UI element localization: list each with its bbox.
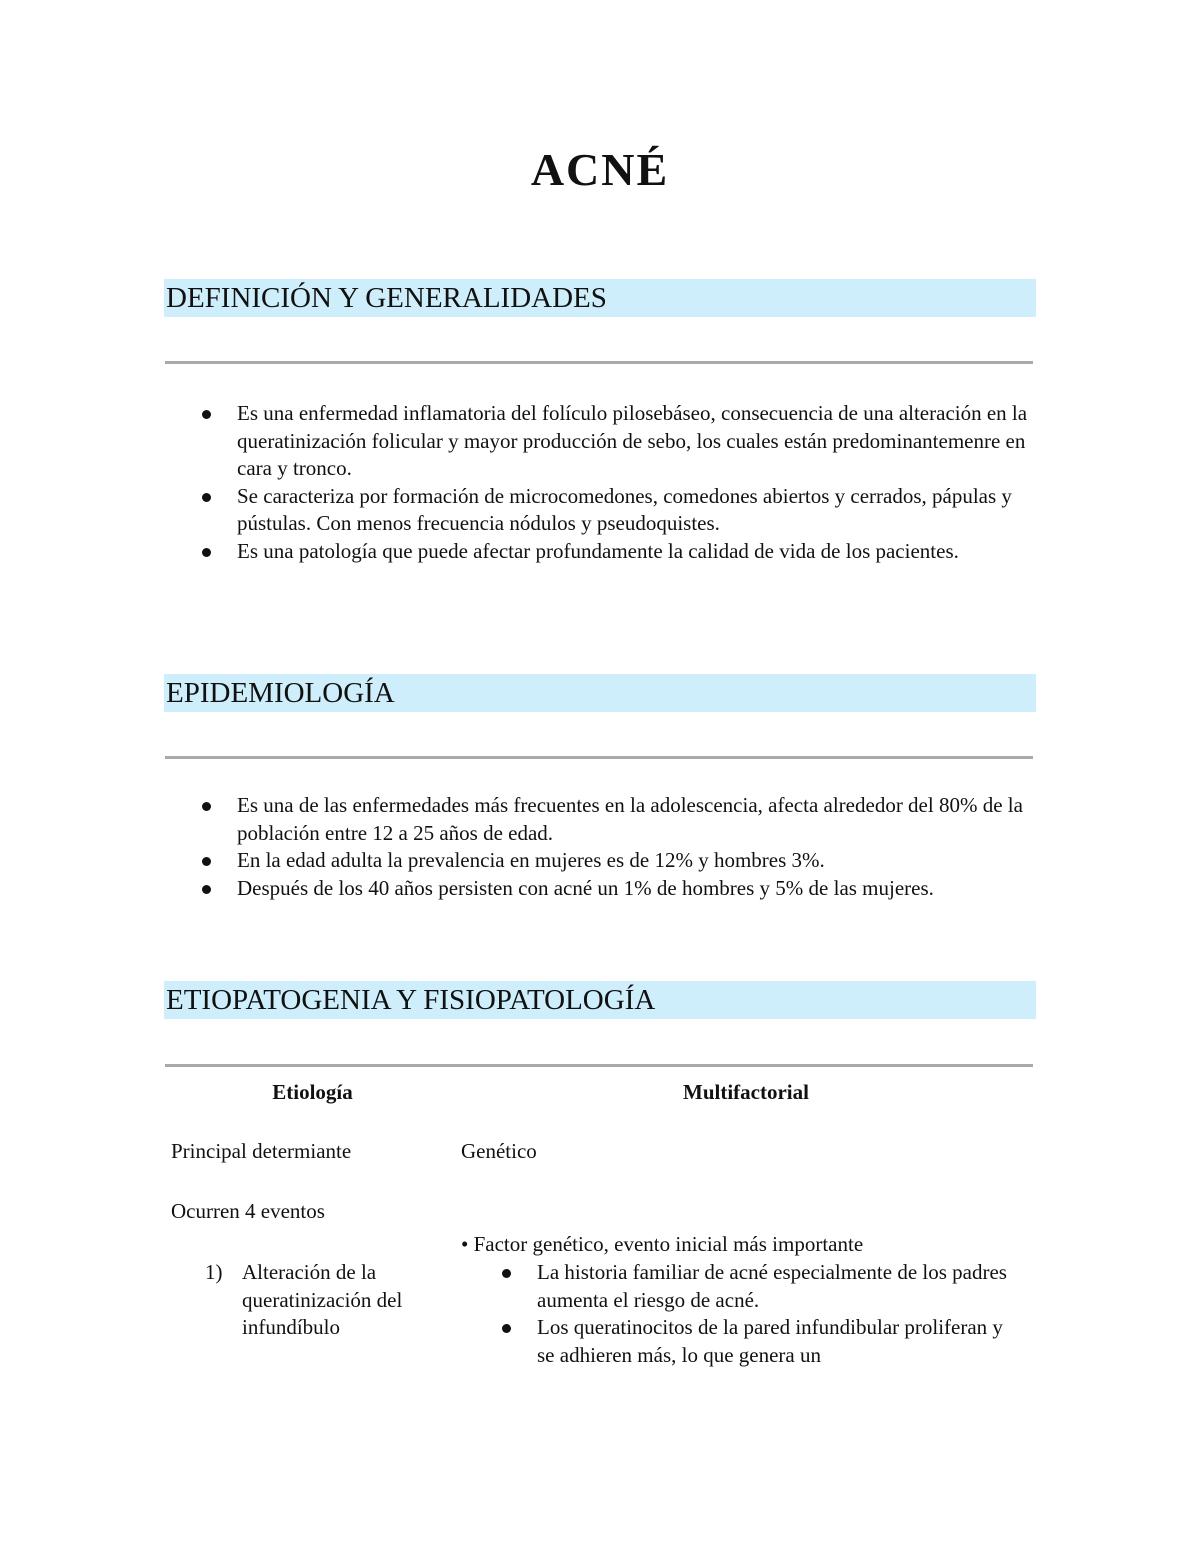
table-cell-genetico: Genético xyxy=(461,1139,537,1163)
section-divider xyxy=(165,756,1033,759)
factor-genetico-line: • Factor genético, evento inicial más importante xyxy=(461,1232,864,1256)
section-heading-epidemiologia: EPIDEMIOLOGÍA xyxy=(164,674,1036,712)
list-item: La historia familiar de acné especialmente de los padres aumenta el riesgo de acné. xyxy=(537,1259,1007,1314)
table-header-multifactorial: Multifactorial xyxy=(683,1080,809,1104)
bullet-dot-icon xyxy=(202,802,211,811)
table-header-etiologia: Etiología xyxy=(272,1080,353,1104)
list-number: 1) xyxy=(205,1260,223,1284)
section-divider xyxy=(165,1064,1033,1067)
definicion-bullet-list xyxy=(237,400,1037,565)
list-item: Los queratinocitos de la pared infundibular proliferan y se adhieren más, lo que genera un xyxy=(537,1314,1007,1369)
table-cell-principal-determinante: Principal determiante xyxy=(171,1139,352,1163)
table-cell-ocurren-eventos: Ocurren 4 eventos xyxy=(171,1199,325,1223)
factor-genetico-bullet-list xyxy=(537,1259,1007,1369)
bullet-dot-icon xyxy=(502,1269,511,1278)
bullet-dot-icon xyxy=(202,493,211,502)
document-title: ACNÉ xyxy=(530,144,670,195)
list-item: Es una enfermedad inflamatoria del folículo pilosebáseo, consecuencia de una alteración en la queratinización folicular y mayor producción de sebo, los cuales están predominantemenre en cara y tronco. xyxy=(237,400,1037,483)
bullet-dot-icon xyxy=(202,548,211,557)
bullet-dot-icon xyxy=(202,885,211,894)
section-heading-definicion: DEFINICIÓN Y GENERALIDADES xyxy=(164,279,1036,317)
event-text: Alteración de la queratinización del infundíbulo xyxy=(242,1260,403,1339)
bullet-dot-icon xyxy=(502,1324,511,1333)
section-divider xyxy=(165,361,1033,364)
list-item: Después de los 40 años persisten con acné un 1% de hombres y 5% de las mujeres. xyxy=(237,875,1037,903)
bullet-dot-icon xyxy=(202,410,211,419)
list-item: Es una patología que puede afectar profundamente la calidad de vida de los pacientes. xyxy=(237,538,1037,566)
list-item: En la edad adulta la prevalencia en mujeres es de 12% y hombres 3%. xyxy=(237,847,1037,875)
section-heading-etiopatogenia: ETIOPATOGENIA Y FISIOPATOLOGÍA xyxy=(164,981,1036,1019)
epidemiologia-bullet-list xyxy=(237,792,1037,902)
bullet-dot-icon xyxy=(202,857,211,866)
list-item: Se caracteriza por formación de microcomedones, comedones abiertos y cerrados, pápulas y pústulas. Con menos frecuencia nódulos y pseudoquistes. xyxy=(237,483,1037,538)
list-item: Es una de las enfermedades más frecuentes en la adolescencia, afecta alrededor del 80% de la población entre 12 a 25 años de edad. xyxy=(237,792,1037,847)
